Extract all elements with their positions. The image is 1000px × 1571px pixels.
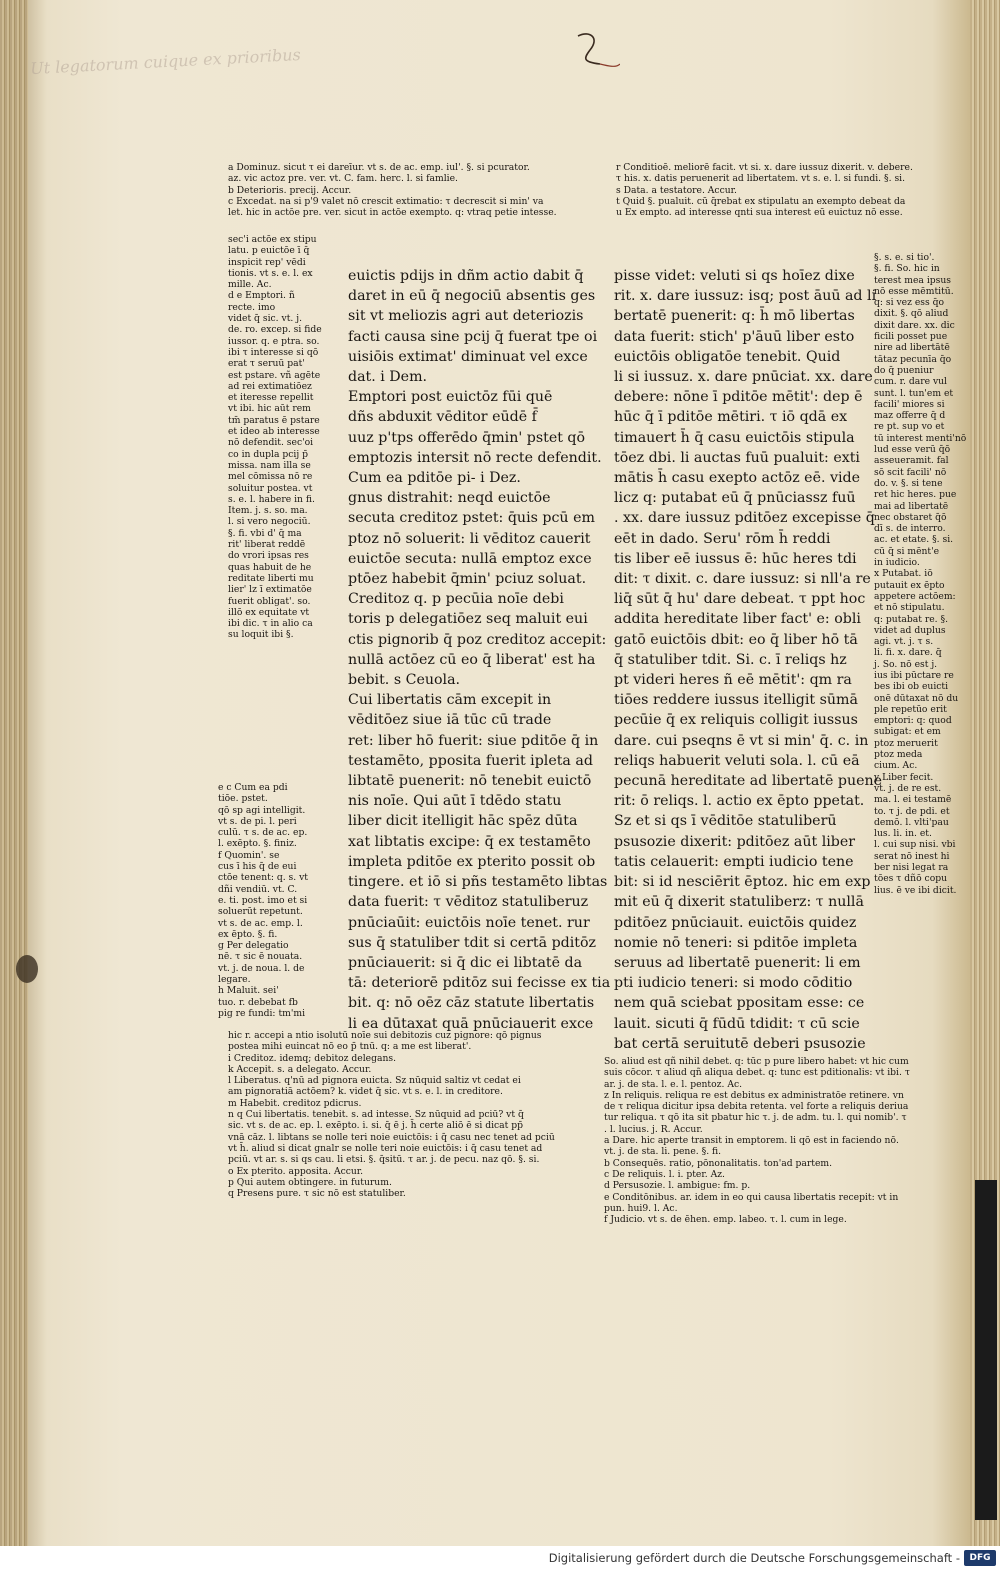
- text-line: t Quid §. pualuit. cū q̄rebat ex stipulatu an exempto debeat da: [616, 195, 906, 207]
- text-line: Item. j. s. so. ma.: [228, 505, 308, 517]
- text-line: co in dupla pcij p̄: [228, 448, 309, 460]
- text-line: vt. j. de sta. li. pene. §. fi.: [604, 1146, 722, 1158]
- text-line: et iteresse repellit: [228, 392, 314, 404]
- gloss-top-left: [228, 162, 557, 218]
- text-line: ficili posset pue: [874, 331, 948, 343]
- text-line: c Excedat. na si p'9 valet nō crescit extimatio: τ decrescit si min' va: [228, 195, 544, 207]
- text-line: fuerit obligat'. so.: [228, 595, 311, 607]
- text-line: x Putabat. iō: [874, 568, 933, 580]
- text-line: pditōez pnūciauit. euictōis quidez: [614, 914, 857, 931]
- color-scale-ruler: [975, 1180, 997, 1520]
- text-line: l Liberatus. q'nū ad pignora euicta. Sz nūquid saltiz vt cedat ei: [228, 1075, 521, 1087]
- text-line: §. s. e. si tio'.: [874, 252, 935, 263]
- text-line: tū interest menti'nō: [874, 432, 967, 444]
- text-line: tuo. r. debebat fb: [218, 996, 298, 1008]
- text-line: lier' lz ī extimatōe: [228, 584, 312, 596]
- text-line: onē dūtaxat nō du: [874, 692, 959, 704]
- text-line: az. vic actoz pre. ver. vt. C. fam. herc. l. si famlie.: [228, 173, 458, 185]
- gloss-bottom-left: [228, 1030, 555, 1199]
- text-line: e c Cum ea pdi: [218, 782, 288, 793]
- text-line: dñs abduxit vēditor eūdē f̄: [348, 409, 537, 426]
- gloss-right-margin: [874, 252, 966, 896]
- text-line: secuta creditoz pstet: q̄uis pcū em: [348, 510, 595, 527]
- text-line: l. si vero negociū.: [228, 516, 311, 528]
- text-line: f Judicio. vt s. de ēhen. emp. labeo. τ. l. cum in lege.: [604, 1214, 847, 1226]
- text-line: cus ī his q̄ de eui: [218, 861, 297, 873]
- text-line: ret hic heres. pue: [874, 489, 957, 501]
- text-line: toris p delegatiōez seq maluit eui: [348, 611, 588, 628]
- text-line: dare. cui pseqns ē vt si min' q̄. c. in: [614, 732, 869, 749]
- text-line: reliqs habuerit veluti sola. l. cū eā: [614, 752, 860, 769]
- text-line: nē. τ sic ē nouata.: [218, 951, 303, 963]
- text-line: tingere. et iō si pñs testamēto libtas: [348, 874, 608, 891]
- text-line: serat nō inest hi: [874, 850, 950, 862]
- text-line: eēt in dado. Seru' rōm h̄ reddi: [614, 530, 831, 547]
- text-line: sō scit facili' nō: [874, 466, 947, 478]
- text-line: ibi dic. τ in alio ca: [228, 618, 313, 630]
- text-line: mātis h̄ casu exepto actōz eē. vide: [614, 470, 861, 487]
- text-line: s Data. a testatore. Accur.: [616, 184, 737, 196]
- text-line: to. τ j. de pdi. et: [874, 805, 950, 817]
- text-line: illō ex equitate vt: [228, 606, 310, 618]
- text-line: pciū. vt ar. s. si qs cau. li etsi. §. q̄sitū. τ ar. j. de pecu. naz qō. §. si.: [228, 1154, 540, 1166]
- bleed-through-note: Ut legatorum cuique ex prioribus: [29, 44, 302, 79]
- text-line: Sz et si qs ī vēditōe statuliberū: [614, 813, 837, 830]
- text-line: ctis pignorib q̄ poz creditoz accepit:: [348, 631, 607, 648]
- text-line: xat libtatis excipe: q̄ ex testamēto: [348, 833, 591, 850]
- text-line: sus q̄ statuliber tdit si certā pditōz: [348, 934, 596, 951]
- text-line: bes ibi ob euicti: [874, 681, 949, 693]
- text-line: quas habuit de he: [228, 561, 312, 573]
- text-line: nec obstaret q̄ō: [874, 511, 947, 523]
- text-line: lud esse verū q̄ō: [874, 444, 951, 456]
- text-line: testamēto, pposita fuerit ipleta ad: [348, 752, 593, 769]
- text-line: soluitur postea. vt: [228, 482, 313, 494]
- text-line: d e Emptori. ñ: [228, 290, 295, 302]
- text-line: iussor. q. e ptra. so.: [228, 335, 320, 347]
- text-line: nullā actōez cū eo q̄ liberat' est ha: [348, 651, 596, 668]
- text-line: h Maluit. sei': [218, 985, 279, 997]
- text-line: vnā cāz. l. libtans se nolle teri noie euictōis: i q̄ casu nec tenet ad pciū: [228, 1131, 555, 1143]
- text-line: e Conditōnibus. ar. idem in eo qui causa libertatis recepit: vt in: [604, 1191, 899, 1203]
- text-line: tiōe. pstet.: [218, 793, 268, 805]
- text-line: gnus distrahit: neqd euictōe: [348, 490, 551, 507]
- text-line: data fuerit: stich' p'āuū liber esto: [614, 328, 855, 345]
- text-line: u Ex empto. ad interesse qnti sua interest eū euictuz nō esse.: [616, 207, 903, 219]
- text-line: maz offerre q̄ d: [874, 410, 946, 422]
- text-line: pt videri heres ñ eē mētit': qm ra: [614, 672, 852, 689]
- text-line: q̄ statuliber tdit. Si. c. ī reliqs hz: [614, 651, 847, 668]
- text-line: lauit. sicuti q̄ fūdū tdidit: τ cū scie: [614, 1015, 860, 1032]
- text-line: putauit ex ēpto: [874, 579, 945, 591]
- text-line: . xx. dare iussuz pditōez excepisse q̄: [614, 510, 875, 527]
- text-line: tionis. vt s. e. l. ex: [228, 267, 313, 279]
- text-line: i Creditoz. idemq; debitoz delegans.: [228, 1052, 397, 1064]
- text-line: let. hic in actōe pre. ver. sicut in actōe exempto. q: vtraq petie intesse.: [228, 207, 557, 219]
- text-line: ret: liber hō fuerit: siue pditōe q̄ in: [348, 732, 599, 749]
- text-line: erat τ seruū pat': [228, 358, 305, 370]
- text-line: ius ibi pūctare re: [874, 669, 954, 681]
- text-line: dixit dare. xx. dic: [874, 319, 955, 331]
- text-line: ptoz meruerit: [874, 737, 938, 749]
- text-line: rit' liberat reddē: [228, 539, 306, 551]
- text-line: sit vt meliozis agri aut deteriozis: [348, 308, 584, 325]
- text-line: c De reliquis. l. i. pter. Az.: [604, 1168, 725, 1180]
- text-line: pecunā hereditate ad libertatē puene: [614, 773, 883, 790]
- text-line: bertatē puenerit: q: h̄ mō libertas: [614, 308, 855, 325]
- text-line: bebit. s Ceuola.: [348, 672, 461, 689]
- text-line: sic. vt s. de ac. ep. l. exēpto. i. si. q̄ ē j. h̄ certe aliō ē si dicat pp̄: [228, 1120, 524, 1132]
- text-line: li ea dūtaxat quā pnūciauerit exce: [348, 1015, 594, 1032]
- text-line: Emptori post euictōz fūi quē: [348, 389, 553, 406]
- text-line: seruus ad libertatē puenerit: li em: [614, 954, 861, 971]
- text-line: qō sp agi intelligit.: [218, 804, 306, 816]
- text-line: pnūciauerit: si q̄ dic ei libtatē da: [348, 954, 583, 971]
- text-line: de τ reliqua dicitur ipsa debita retenta. vel forte a reliquis deriua: [604, 1101, 909, 1113]
- text-line: tis liber eē iussus ē: hūc heres tdi: [614, 550, 857, 567]
- text-line: lus. li. in. et.: [874, 828, 932, 840]
- text-line: b Consequēs. ratio, pōnonalitatis. ton'ad partem.: [604, 1157, 833, 1169]
- text-line: tatis celauerit: empti iudicio tene: [614, 853, 854, 870]
- text-line: li si iussuz. x. dare pnūciat. xx. dare: [614, 369, 873, 386]
- text-line: videt q̄ sic. vt. j.: [228, 313, 302, 325]
- text-line: ptōez habebit q̄min' pciuz soluat.: [348, 571, 587, 588]
- text-line: latu. p euictōe ī q̄: [228, 245, 310, 257]
- text-line: p Qui autem obtingere. in futurum.: [228, 1176, 392, 1188]
- text-line: tātaz pecunīa q̄o: [874, 353, 952, 365]
- text-line: l. cui sup nisi. vbi: [874, 839, 956, 851]
- text-line: suis cōcor. τ aliud qñ aliqua debet. q: tunc est pditionalis: vt ibi. τ: [604, 1067, 910, 1079]
- text-line: ma. l. ei testamē: [874, 794, 952, 806]
- text-line: hic r. accepi a ntio isolutū noīe sui debitozis cuz pignore: qō pignus: [228, 1030, 542, 1041]
- text-line: pti iudicio teneri: si modo cōditio: [614, 975, 853, 992]
- text-line: missa. nam illa se: [228, 459, 311, 471]
- text-line: videt ad duplus: [874, 624, 946, 636]
- text-line: li. fi. x. dare. q̄: [874, 647, 942, 659]
- text-line: dit: τ dixit. c. dare iussuz: si nll'a re: [614, 571, 871, 588]
- text-line: mit eū q̄ dixerit statuliberz: τ nullā: [614, 894, 864, 911]
- text-line: ex ēpto. §. fi.: [218, 928, 278, 940]
- gloss-bottom-right: [604, 1056, 910, 1225]
- text-line: de. ro. excep. si fide: [228, 324, 322, 336]
- text-line: tōes τ dñō copu: [874, 873, 948, 885]
- text-line: q: putabat re. §.: [874, 613, 949, 625]
- text-line: τ his. x. datis peruenerit ad libertatem. vt s. e. l. si fundi. §. si.: [616, 173, 906, 185]
- text-line: in iudicio.: [874, 557, 920, 569]
- text-line: dñi vendiū. vt. C.: [218, 883, 298, 895]
- text-line: s. e. l. habere in fi.: [228, 493, 315, 505]
- text-line: Creditoz q. p pecūia noīe debi: [348, 591, 564, 608]
- text-line: l. exēpto. §. finiz.: [218, 838, 297, 850]
- text-line: y Liber fecit.: [874, 771, 934, 783]
- text-line: mille. Ac.: [228, 279, 272, 291]
- text-line: dixit. §. qō aliud: [874, 308, 949, 320]
- footer-text: Digitalisierung gefördert durch die Deutsche Forschungsgemeinschaft -: [548, 1551, 960, 1565]
- text-line: timauert h̄ q̄ casu euictōis stipula: [614, 429, 855, 446]
- text-line: m Habebit. creditoz pdicrus.: [228, 1097, 362, 1109]
- text-line: do vrori ipsas res: [228, 550, 309, 562]
- text-line: soluerūt repetunt.: [218, 906, 303, 918]
- text-line: ar. j. de sta. l. e. l. pentoz. Ac.: [604, 1078, 743, 1090]
- text-line: addita hereditate liber fact' e: obli: [614, 611, 861, 628]
- text-line: Cui libertatis cām excepit in: [348, 692, 552, 709]
- text-line: psusozie dixerit: pditōez aūt liber: [614, 833, 856, 850]
- text-line: ber nisi legat ra: [874, 862, 949, 874]
- text-line: liq̄ sūt q̄ hu' dare debeat. τ ppt hoc: [614, 591, 866, 608]
- text-line: vt s. de pi. l. peri: [218, 815, 297, 827]
- text-line: agi. vt. j. τ s.: [874, 636, 934, 648]
- text-line: tur reliqua. τ qō ita sit pbatur hic τ. j. de adm. tu. l. qui nomib'. τ: [604, 1112, 907, 1124]
- text-line: ptoz nō soluerit: li vēditoz cauerit: [348, 530, 591, 547]
- text-line: nem quā sciebat ppositam esse: ce: [614, 995, 865, 1012]
- text-line: pig re fundi: tm'mi: [218, 1007, 306, 1019]
- text-line: est pstare. vñ agēte: [228, 369, 321, 381]
- main-text-left-column: [348, 266, 610, 1034]
- text-line: vt. j. de noua. l. de: [218, 962, 305, 974]
- text-line: sunt. l. tun'em et: [874, 387, 954, 399]
- text-line: do q̄ pueniur: [874, 364, 934, 376]
- digitization-footer: [0, 1546, 1000, 1571]
- text-line: et ideo ab interesse: [228, 426, 320, 438]
- text-line: vt h̄. aliud si dicat gnalr se nolle teri noie euictōis: i q̄ casu tenet ad: [228, 1142, 543, 1154]
- text-line: Cum ea pditōe pi- i Dez.: [348, 470, 521, 487]
- text-line: vt ibi. hic aūt rem: [228, 403, 311, 415]
- text-line: euictōe secuta: nullā emptoz exce: [348, 550, 592, 567]
- text-line: euictis pdijs in dñm actio dabit q̄: [348, 268, 584, 284]
- text-line: libtatē puenerit: nō tenebit euictō: [348, 773, 592, 790]
- text-line: pnūciaūit: euictōis noīe tenet. rur: [348, 914, 590, 931]
- text-line: b Deterioris. precij. Accur.: [228, 184, 352, 196]
- text-line: su loquit ibi §.: [228, 629, 294, 641]
- text-line: vēditōez siue iā tūc cū trade: [348, 712, 552, 729]
- left-page-edge: [0, 0, 28, 1546]
- text-line: nō esse mēmtitū.: [874, 285, 954, 297]
- text-line: data fuerit: τ vēditoz statuliberuz: [348, 894, 589, 911]
- folio-mark: [560, 28, 620, 68]
- text-line: terest mea ipsus: [874, 274, 951, 286]
- text-line: a Dare. hic aperte transit in emptorem. li qō est in faciendo nō.: [604, 1135, 899, 1147]
- text-line: lius. ē ve ibi dicit.: [874, 884, 957, 896]
- text-line: §. fi. So. hic in: [874, 263, 940, 275]
- text-line: ibi τ interesse si qō: [228, 346, 319, 358]
- text-line: a Dominuz. sicut τ ei dareīur. vt s. de ac. emp. iul'. §. si pcurator.: [228, 162, 530, 173]
- text-line: nire ad libertātē: [874, 342, 950, 354]
- text-line: daret in eū q̄ negociū absentis ges: [348, 288, 596, 305]
- text-line: q: si vez ess q̄o: [874, 297, 945, 309]
- text-line: cū q̄ si mēnt'e: [874, 545, 940, 557]
- text-line: postea mihi euincat nō eo p̄ tnū. q: a me est liberat'.: [228, 1041, 472, 1053]
- text-line: facili' miores si: [874, 398, 945, 410]
- gloss-top-right: [616, 162, 913, 218]
- text-line: appetere actōem:: [874, 590, 956, 602]
- text-line: uisiōis extimat' diminuat vel exce: [348, 348, 588, 365]
- text-line: dat. i Dem.: [348, 369, 428, 386]
- text-line: . l. lucius. j. R. Accur.: [604, 1123, 703, 1135]
- text-line: licz q: putabat eū q̄ pnūciassz fuū: [614, 490, 856, 507]
- text-line: mai ad libertatē: [874, 500, 949, 512]
- text-line: et nō stipulatu.: [874, 602, 945, 614]
- text-line: do. v. §. si tene: [874, 477, 943, 489]
- text-line: hūc q̄ ī pditōe mētiri. τ iō qdā ex: [614, 409, 848, 426]
- text-line: d Persusozie. l. ambigue: fm. p.: [604, 1180, 751, 1192]
- text-line: culū. τ s. de ac. ep.: [218, 827, 308, 839]
- text-line: tiōes reddere iussus itelligit sūmā: [614, 692, 858, 709]
- text-line: subigat: et em: [874, 726, 941, 738]
- text-line: tm̄ paratus ē pstare: [228, 414, 320, 426]
- ink-stain: [16, 955, 38, 983]
- text-line: cum. r. dare vul: [874, 376, 947, 388]
- text-line: pun. hui9. l. Ac.: [604, 1202, 678, 1214]
- text-line: emptori: q: quod: [874, 715, 952, 727]
- text-line: bat certā seruitutē deberi psusozie: [614, 1035, 866, 1052]
- text-line: o Ex pterito. apposita. Accur.: [228, 1165, 364, 1177]
- text-line: r Conditioē. meliorē facit. vt si. x. dare iussuz dixerit. v. debere.: [616, 162, 913, 173]
- text-line: legare.: [218, 974, 251, 986]
- text-line: impleta pditōe ex pterito possit ob: [348, 853, 596, 870]
- gloss-left-column-2: [218, 782, 308, 1019]
- text-line: ple repetūo erit: [874, 703, 947, 715]
- text-line: j. So. nō est j.: [874, 658, 938, 670]
- text-line: uuz p'tps offerēdo q̄min' pstet qō: [348, 429, 586, 446]
- text-line: bit. q: nō oēz cāz statute libertatis: [348, 995, 595, 1012]
- text-line: z In reliquis. reliqua re est debitus ex administratōe retinere. vn: [604, 1089, 904, 1101]
- text-line: nomie nō teneri: si pditōe impleta: [614, 934, 858, 951]
- dfg-logo-badge: DFG: [964, 1550, 996, 1566]
- text-line: f Quomin'. se: [218, 849, 280, 861]
- text-line: bit: si id nesciērit ēptoz. hic em exp: [614, 874, 871, 891]
- text-line: tā: deteriorē pditōz sui fecisse ex tia: [348, 975, 611, 992]
- text-line: ctōe tenent: q. s. vt: [218, 872, 308, 884]
- text-line: k Accepit. s. a delegato. Accur.: [228, 1063, 372, 1075]
- text-line: liber dicit itelligit hāc spēz dūta: [348, 813, 578, 830]
- text-line: pecūie q̄ ex reliquis colligit iussus: [614, 712, 858, 729]
- text-line: vt. j. de re est.: [874, 782, 942, 794]
- text-line: rit: ō reliqs. l. actio ex ēpto ppetat.: [614, 793, 865, 810]
- text-line: ad rei extimatiōez: [228, 380, 312, 392]
- text-line: re pt. sup vo et: [874, 421, 945, 433]
- text-line: cium. Ac.: [874, 760, 918, 772]
- text-line: am pignoratiā actōem? k. videt q̄ sic. vt s. e. l. in creditore.: [228, 1086, 503, 1098]
- gloss-left-column: [228, 234, 322, 641]
- text-line: ac. et etate. §. si.: [874, 534, 954, 546]
- text-line: nō defendit. sec'oi: [228, 437, 314, 449]
- text-line: rit. x. dare iussuz: isq; post āuū ad li: [614, 288, 877, 305]
- text-line: ptoz meda: [874, 749, 923, 761]
- text-line: reditate liberti mu: [228, 572, 314, 584]
- text-line: n q Cui libertatis. tenebit. s. ad intesse. Sz nūquid ad pciū? vt q̄: [228, 1109, 524, 1121]
- text-line: inspicit rep' vēdi: [228, 256, 306, 268]
- text-line: mel cōmissa nō re: [228, 471, 313, 483]
- main-text-right-column: [614, 266, 882, 1054]
- text-line: dī s. de interro.: [874, 523, 946, 535]
- text-line: nis noīe. Qui aūt ī tdēdo statu: [348, 793, 562, 810]
- text-line: facti causa sine pcij q̄ fuerat tpe oi: [348, 328, 598, 345]
- text-line: vt s. de ac. emp. l.: [218, 917, 303, 929]
- text-line: §. fi. vbi d' q̄ ma: [228, 527, 302, 539]
- text-line: pisse videt: veluti si qs hoīez dixe: [614, 268, 855, 284]
- text-line: asseueramit. fal: [874, 455, 949, 467]
- text-line: q Presens pure. τ sic nō est statuliber.: [228, 1188, 406, 1200]
- text-line: recte. imo: [228, 301, 276, 313]
- text-line: tōez dbi. li auctas fuū pualuit: exti: [614, 449, 860, 466]
- text-line: demō. l. vlti'pau: [874, 816, 949, 828]
- text-line: g Per delegatio: [218, 940, 289, 952]
- text-line: e. ti. post. imo et si: [218, 894, 308, 906]
- text-line: So. aliud est qñ nihil debet. q: tūc p pure libero habet: vt hic cum: [604, 1056, 909, 1067]
- text-line: debere: nōne ī pditōe mētit': dep ē: [614, 389, 863, 406]
- text-line: sec'i actōe ex stipu: [228, 234, 317, 245]
- text-line: euictōis obligatōe tenebit. Quid: [614, 348, 841, 365]
- text-line: gatō euictōis dbit: eo q̄ liber hō tā: [614, 631, 858, 648]
- text-line: emptozis intersit nō recte defendit.: [348, 449, 602, 466]
